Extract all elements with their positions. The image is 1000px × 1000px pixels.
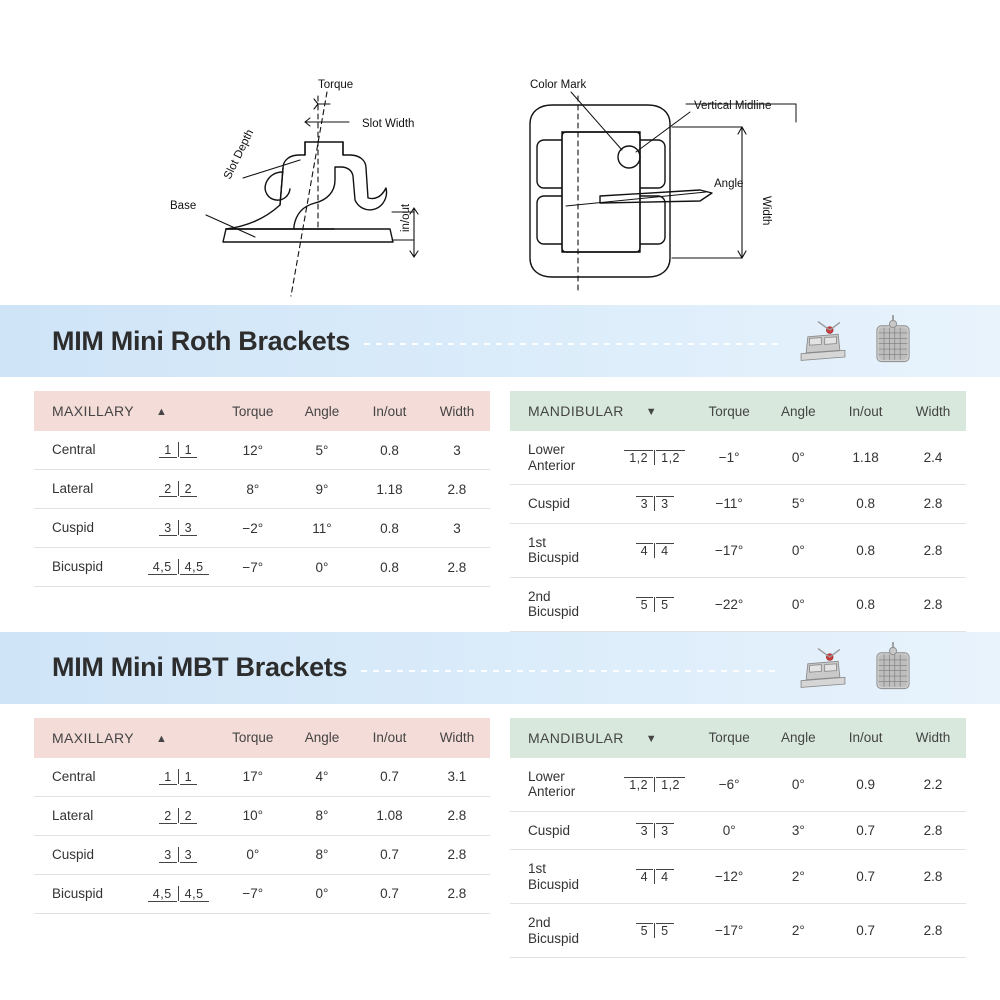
teeth-notation: 4,5 4,5 bbox=[146, 559, 211, 575]
column-header: Width bbox=[424, 718, 490, 758]
torque-value: −22° bbox=[693, 577, 765, 631]
table-title-mandibular bbox=[510, 391, 693, 431]
tables-row-mbt bbox=[0, 704, 1000, 959]
teeth-notation: 2 2 bbox=[157, 808, 199, 824]
inout-value: 1.08 bbox=[355, 796, 424, 835]
column-header: Width bbox=[900, 718, 966, 758]
inout-value: 0.7 bbox=[355, 758, 424, 797]
inout-value: 0.7 bbox=[355, 874, 424, 913]
tooth-number-cell bbox=[140, 874, 217, 913]
banner-dotted-rule bbox=[364, 343, 778, 345]
table-row bbox=[34, 758, 490, 797]
inout-value: 0.8 bbox=[831, 523, 900, 577]
column-header: Torque bbox=[693, 718, 765, 758]
bracket-mesh-image bbox=[866, 315, 920, 367]
inout-value: 0.8 bbox=[355, 548, 424, 587]
bracket-spec-table bbox=[510, 391, 966, 632]
column-header: Torque bbox=[217, 718, 289, 758]
table-row bbox=[510, 485, 966, 524]
tooth-name: Bicuspid bbox=[34, 548, 140, 587]
width-value: 2.8 bbox=[424, 835, 490, 874]
tooth-number-cell bbox=[140, 548, 217, 587]
tooth-name: Cuspid bbox=[510, 811, 616, 850]
arch-arrow-icon: ▼ bbox=[645, 732, 658, 745]
inout-value: 0.7 bbox=[831, 811, 900, 850]
teeth-notation: 3 3 bbox=[157, 847, 199, 863]
teeth-notation: 1 1 bbox=[157, 769, 199, 785]
tooth-number-cell bbox=[616, 811, 693, 850]
table-row bbox=[34, 431, 490, 470]
width-value: 2.8 bbox=[900, 904, 966, 958]
column-header: Torque bbox=[217, 391, 289, 431]
inout-value: 0.8 bbox=[831, 485, 900, 524]
table-title-mandibular bbox=[510, 718, 693, 758]
torque-value: −7° bbox=[217, 874, 289, 913]
table-mandibular bbox=[510, 391, 966, 632]
torque-value: −17° bbox=[693, 904, 765, 958]
column-header: In/out bbox=[355, 391, 424, 431]
table-row bbox=[510, 523, 966, 577]
angle-value: 0° bbox=[289, 548, 355, 587]
bracket-spec-table bbox=[34, 391, 490, 587]
sections-root bbox=[0, 305, 1000, 958]
teeth-notation: 4 4 bbox=[634, 869, 676, 884]
teeth-notation: 1,2 1,2 bbox=[622, 450, 687, 465]
width-value: 2.8 bbox=[900, 485, 966, 524]
bracket-spec-table bbox=[34, 718, 490, 914]
table-title-text: MAXILLARY bbox=[52, 729, 134, 746]
angle-value: 8° bbox=[289, 835, 355, 874]
table-row bbox=[510, 904, 966, 958]
teeth-notation: 3 3 bbox=[157, 520, 199, 536]
angle-value: 5° bbox=[289, 431, 355, 470]
tooth-name: Lower Anterior bbox=[510, 758, 616, 812]
width-value: 2.2 bbox=[900, 758, 966, 812]
torque-value: 0° bbox=[693, 811, 765, 850]
width-value: 3 bbox=[424, 431, 490, 470]
width-value: 2.8 bbox=[900, 523, 966, 577]
table-row bbox=[34, 509, 490, 548]
inout-value: 0.9 bbox=[831, 758, 900, 812]
tooth-number-cell bbox=[616, 577, 693, 631]
section-roth bbox=[0, 305, 1000, 632]
angle-value: 4° bbox=[289, 758, 355, 797]
angle-value: 0° bbox=[765, 758, 831, 812]
bracket-diagram-area bbox=[0, 0, 1000, 305]
tooth-number-cell bbox=[616, 485, 693, 524]
inout-value: 1.18 bbox=[831, 431, 900, 485]
table-row bbox=[510, 758, 966, 812]
arch-arrow-icon: ▼ bbox=[645, 406, 658, 418]
teeth-notation: 2 2 bbox=[157, 481, 199, 497]
table-row bbox=[34, 470, 490, 509]
teeth-notation: 4,5 4,5 bbox=[146, 886, 211, 902]
bracket-mesh-image bbox=[866, 642, 920, 694]
bracket-side-image bbox=[796, 642, 850, 694]
column-header: Angle bbox=[765, 718, 831, 758]
table-row bbox=[510, 811, 966, 850]
teeth-notation: 3 3 bbox=[634, 496, 676, 511]
angle-value: 3° bbox=[765, 811, 831, 850]
tooth-name: Cuspid bbox=[510, 485, 616, 524]
tables-row-roth bbox=[0, 377, 1000, 632]
table-row bbox=[34, 835, 490, 874]
angle-value: 2° bbox=[765, 904, 831, 958]
table-maxillary bbox=[34, 391, 490, 632]
width-value: 2.8 bbox=[424, 548, 490, 587]
width-value: 2.8 bbox=[900, 850, 966, 904]
width-value: 2.8 bbox=[424, 874, 490, 913]
label-width: Width bbox=[760, 196, 772, 226]
angle-value: 0° bbox=[765, 523, 831, 577]
inout-value: 0.8 bbox=[355, 431, 424, 470]
label-base: Base bbox=[170, 200, 197, 212]
teeth-notation: 5 5 bbox=[634, 923, 676, 938]
arch-arrow-icon: ▲ bbox=[155, 406, 168, 418]
label-slot-width: Slot Width bbox=[362, 118, 415, 130]
tooth-name: 2nd Bicuspid bbox=[510, 904, 616, 958]
section-mbt bbox=[0, 632, 1000, 959]
width-value: 3 bbox=[424, 509, 490, 548]
bracket-side-image bbox=[796, 315, 850, 367]
width-value: 2.8 bbox=[424, 470, 490, 509]
arch-arrow-icon: ▲ bbox=[155, 732, 168, 745]
tooth-name: Central bbox=[34, 431, 140, 470]
table-row bbox=[34, 874, 490, 913]
table-row bbox=[510, 431, 966, 485]
tooth-name: Central bbox=[34, 758, 140, 797]
width-value: 3.1 bbox=[424, 758, 490, 797]
table-row bbox=[510, 850, 966, 904]
section-banner-roth bbox=[0, 305, 1000, 377]
table-row bbox=[510, 577, 966, 631]
table-title-text: MANDIBULAR bbox=[528, 403, 624, 419]
tooth-name: Lower Anterior bbox=[510, 431, 616, 485]
column-header: Angle bbox=[289, 391, 355, 431]
table-row bbox=[34, 548, 490, 587]
angle-value: 5° bbox=[765, 485, 831, 524]
torque-value: −2° bbox=[217, 509, 289, 548]
tooth-number-cell bbox=[616, 431, 693, 485]
tooth-number-cell bbox=[616, 758, 693, 812]
tooth-number-cell bbox=[140, 431, 217, 470]
bracket-spec-table bbox=[510, 718, 966, 959]
tooth-number-cell bbox=[140, 835, 217, 874]
tooth-name: Cuspid bbox=[34, 835, 140, 874]
tooth-name: Lateral bbox=[34, 796, 140, 835]
angle-value: 0° bbox=[765, 577, 831, 631]
tooth-number-cell bbox=[140, 470, 217, 509]
inout-value: 0.7 bbox=[355, 835, 424, 874]
angle-value: 2° bbox=[765, 850, 831, 904]
label-color-mark: Color Mark bbox=[530, 79, 587, 91]
tooth-number-cell bbox=[616, 850, 693, 904]
torque-value: 10° bbox=[217, 796, 289, 835]
tooth-name: 2nd Bicuspid bbox=[510, 577, 616, 631]
teeth-notation: 5 5 bbox=[634, 597, 676, 612]
column-header: Width bbox=[900, 391, 966, 431]
label-slot-depth: Slot Depth bbox=[221, 127, 257, 182]
angle-value: 0° bbox=[765, 431, 831, 485]
column-header: In/out bbox=[831, 718, 900, 758]
inout-value: 0.8 bbox=[831, 577, 900, 631]
table-title-text: MAXILLARY bbox=[52, 403, 134, 419]
tooth-name: 1st Bicuspid bbox=[510, 850, 616, 904]
angle-value: 8° bbox=[289, 796, 355, 835]
table-maxillary bbox=[34, 718, 490, 959]
teeth-notation: 3 3 bbox=[634, 823, 676, 838]
torque-value: 8° bbox=[217, 470, 289, 509]
angle-value: 11° bbox=[289, 509, 355, 548]
inout-value: 0.8 bbox=[355, 509, 424, 548]
torque-value: 17° bbox=[217, 758, 289, 797]
teeth-notation: 1,2 1,2 bbox=[622, 777, 687, 792]
width-value: 2.8 bbox=[424, 796, 490, 835]
column-header: Angle bbox=[765, 391, 831, 431]
label-in-out: in/out bbox=[400, 203, 412, 232]
bracket-diagram-svg bbox=[0, 0, 1000, 305]
torque-value: −12° bbox=[693, 850, 765, 904]
angle-value: 9° bbox=[289, 470, 355, 509]
table-mandibular bbox=[510, 718, 966, 959]
column-header: In/out bbox=[355, 718, 424, 758]
torque-value: −1° bbox=[693, 431, 765, 485]
table-title-text: MANDIBULAR bbox=[528, 729, 624, 746]
banner-bracket-images bbox=[796, 642, 1000, 694]
tooth-name: 1st Bicuspid bbox=[510, 523, 616, 577]
section-banner-mbt bbox=[0, 632, 1000, 704]
teeth-notation: 1 1 bbox=[157, 442, 199, 458]
torque-value: −17° bbox=[693, 523, 765, 577]
inout-value: 0.7 bbox=[831, 904, 900, 958]
torque-value: 12° bbox=[217, 431, 289, 470]
inout-value: 1.18 bbox=[355, 470, 424, 509]
table-row bbox=[34, 796, 490, 835]
column-header: Torque bbox=[693, 391, 765, 431]
teeth-notation: 4 4 bbox=[634, 543, 676, 558]
table-title-maxillary bbox=[34, 718, 217, 758]
label-vertical-midline: Vertical Midline bbox=[694, 100, 772, 112]
tooth-number-cell bbox=[140, 758, 217, 797]
torque-value: −6° bbox=[693, 758, 765, 812]
column-header: In/out bbox=[831, 391, 900, 431]
label-torque: Torque bbox=[318, 79, 354, 91]
width-value: 2.8 bbox=[900, 577, 966, 631]
torque-value: −7° bbox=[217, 548, 289, 587]
tooth-number-cell bbox=[616, 904, 693, 958]
width-value: 2.8 bbox=[900, 811, 966, 850]
tooth-name: Bicuspid bbox=[34, 874, 140, 913]
table-title-maxillary bbox=[34, 391, 217, 431]
column-header: Width bbox=[424, 391, 490, 431]
tooth-name: Lateral bbox=[34, 470, 140, 509]
tooth-name: Cuspid bbox=[34, 509, 140, 548]
label-angle: Angle bbox=[714, 178, 744, 190]
section-title: MIM Mini Roth Brackets bbox=[52, 325, 350, 356]
column-header: Angle bbox=[289, 718, 355, 758]
angle-value: 0° bbox=[289, 874, 355, 913]
tooth-number-cell bbox=[616, 523, 693, 577]
width-value: 2.4 bbox=[900, 431, 966, 485]
tooth-number-cell bbox=[140, 509, 217, 548]
torque-value: −11° bbox=[693, 485, 765, 524]
banner-bracket-images bbox=[796, 315, 1000, 367]
banner-dotted-rule bbox=[361, 670, 778, 672]
inout-value: 0.7 bbox=[831, 850, 900, 904]
tooth-number-cell bbox=[140, 796, 217, 835]
torque-value: 0° bbox=[217, 835, 289, 874]
section-title: MIM Mini MBT Brackets bbox=[52, 652, 348, 683]
